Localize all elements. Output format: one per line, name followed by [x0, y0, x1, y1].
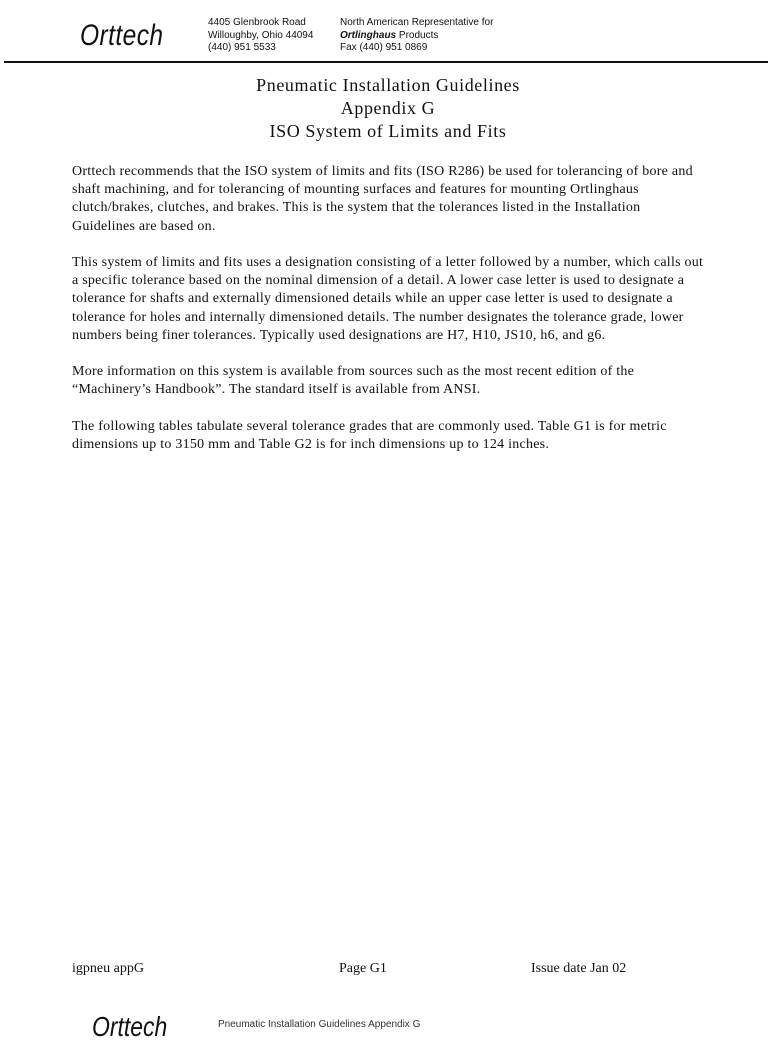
- footer-page-number: Page G1: [339, 961, 387, 976]
- footer-issue-date: Issue date Jan 02: [531, 961, 627, 976]
- company-logo: Orttech: [80, 19, 164, 52]
- paragraph: The following tables tabulate several tolerance grades that are commonly used. Table G1 is for metric dimensions up to 3150 mm and Table G2 is for inch dimensions up to 124 inches.: [72, 418, 667, 452]
- paragraph: Orttech recommends that the ISO system of limits and fits (ISO R286) be used for tolerancing of bore and shaft machining, and for tolerancing of mounting surfaces and features for mounting Ortlinghaus clutch/brakes, clutches, and brakes. This is the system that the tolerances listed in the Installation Guidelines are based on.: [72, 164, 693, 234]
- letterhead: [0, 0, 768, 62]
- next-page-header: Pneumatic Installation Guidelines Appendix G: [218, 1019, 421, 1030]
- address-city: Willoughby, Ohio 44094: [208, 29, 314, 41]
- address-street: 4405 Glenbrook Road: [208, 17, 306, 28]
- representative-line: North American Representative for: [340, 17, 494, 28]
- company-address: [208, 17, 313, 55]
- address-phone: (440) 951 5533: [208, 42, 276, 53]
- next-page-logo: Orttech: [92, 1011, 168, 1042]
- body-text: [72, 163, 704, 472]
- representative-brand-line: [340, 30, 493, 43]
- header-divider: [4, 61, 768, 63]
- title-line-2: Appendix G: [340, 98, 436, 118]
- title-line-3: ISO System of Limits and Fits: [269, 121, 507, 141]
- paragraph: This system of limits and fits uses a designation consisting of a letter followed by a number, which calls out a specific tolerance based on the nominal dimension of a detail. A lower case letter is used to designate a tolerance for shafts and externally dimensioned details while an upper case letter is used to designate a tolerance for holes and internally dimensioned details. The number designates the tolerance grade, lower numbers being finer tolerances. Typically used designations are H7, H10, JS10, h6, and g6.: [72, 255, 704, 343]
- brand-name: Ortlinghaus: [340, 29, 397, 41]
- document-title: [0, 74, 776, 143]
- representative-info: [340, 17, 493, 55]
- fax-number: Fax (440) 951 0869: [340, 42, 428, 53]
- title-line-1: Pneumatic Installation Guidelines: [256, 75, 520, 95]
- paragraph: More information on this system is available from sources such as the most recent edition of the “Machinery’s Handbook”. The standard itself is available from ANSI.: [72, 364, 635, 398]
- brand-suffix: Products: [396, 29, 439, 41]
- footer-file-name: igpneu appG: [72, 961, 144, 976]
